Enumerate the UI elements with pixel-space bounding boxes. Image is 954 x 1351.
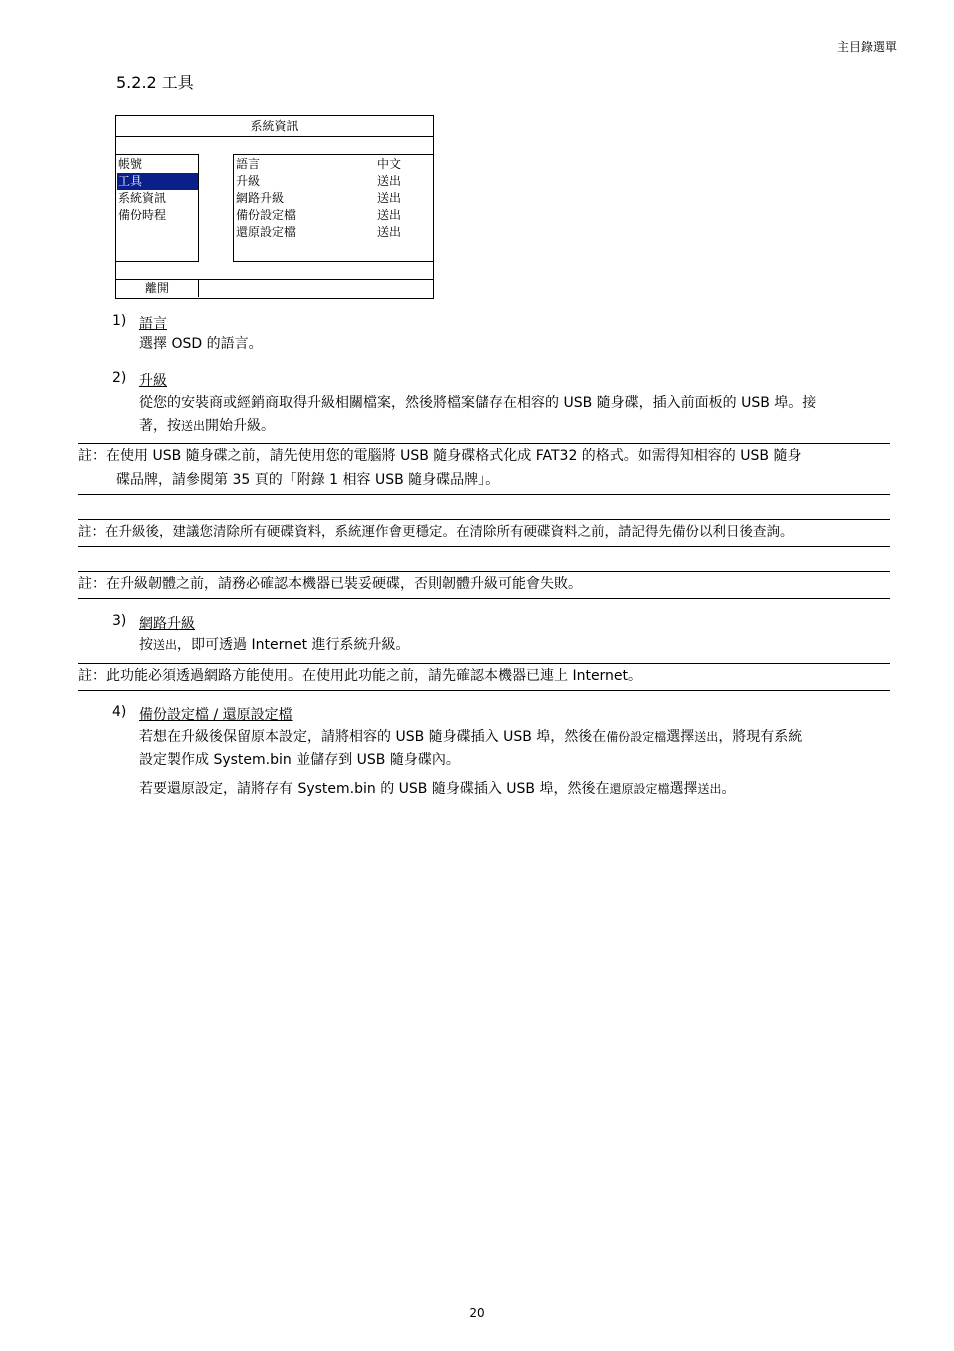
menu-row-language-value[interactable]: 中文: [377, 157, 402, 171]
note-usb-format: 註：在使用 USB 隨身碟之前，請先使用您的電腦將 USB 隨身碟格式化成 FAT32 的格式。如需得知相容的 USB 隨身 碟品牌，請參閱第 35 頁的「附錄 1 相容 USB 隨身碟品牌」。: [78, 443, 890, 495]
menu-item-tools[interactable]: 工具: [117, 173, 198, 190]
item-number: 3): [112, 613, 127, 629]
item-heading-network-upgrade: 網路升級: [139, 616, 195, 632]
menu-row-network-upgrade-label: 網路升級: [236, 191, 285, 205]
menu-row-upgrade-label: 升級: [236, 174, 261, 188]
main-menu-link[interactable]: 主目錄選單: [836, 40, 897, 54]
item-text: 若想在升級後保留原本設定，請將相容的 USB 隨身碟插入 USB 埠，然後在備份設定檔選擇送出，將現有系統: [139, 729, 803, 745]
menu-item-backup-schedule[interactable]: 備份時程: [118, 208, 167, 222]
menu-row-upgrade-value[interactable]: 送出: [377, 174, 402, 188]
item-heading-backup-restore: 備份設定檔 / 還原設定檔: [139, 707, 293, 723]
item-text: 若要還原設定，請將存有 System.bin 的 USB 隨身碟插入 USB 埠，然後在還原設定檔選擇送出。: [139, 781, 736, 797]
item-text: 著，按送出開始升級。: [139, 418, 276, 434]
exit-button[interactable]: 離開: [116, 279, 199, 297]
item-number: 4): [112, 704, 127, 720]
menu-title: 系統資訊: [116, 116, 433, 137]
section-title: 5.2.2 工具: [116, 73, 194, 92]
item-text: 設定製作成 System.bin 並儲存到 USB 隨身碟內。: [139, 752, 460, 768]
menu-row-backup-config-label: 備份設定檔: [236, 208, 297, 222]
osd-menu-figure: [115, 115, 434, 299]
menu-row-restore-config-value[interactable]: 送出: [377, 225, 402, 239]
menu-item-account[interactable]: 帳號: [118, 157, 143, 171]
item-heading-language: 語言: [139, 316, 167, 332]
item-text: 按送出，即可透過 Internet 進行系統升級。: [139, 637, 410, 653]
note-firmware-hdd: 註：在升級韌體之前，請務必確認本機器已裝妥硬碟，否則韌體升級可能會失敗。: [78, 571, 890, 599]
item-text: 從您的安裝商或經銷商取得升級相關檔案，然後將檔案儲存在相容的 USB 隨身碟，插入前面板的 USB 埠。接: [139, 395, 817, 411]
menu-row-backup-config-value[interactable]: 送出: [377, 208, 402, 222]
menu-right-panel: [233, 154, 434, 262]
menu-row-network-upgrade-value[interactable]: 送出: [377, 191, 402, 205]
note-network-required: 註：此功能必須透過網路方能使用。在使用此功能之前，請先確認本機器已連上 Internet。: [78, 663, 890, 691]
note-clear-hdd: 註：在升級後，建議您清除所有硬碟資料，系統運作會更穩定。在清除所有硬碟資料之前，請記得先備份以利日後查詢。: [78, 519, 890, 547]
menu-row-restore-config-label: 還原設定檔: [236, 225, 297, 239]
menu-item-system-info[interactable]: 系統資訊: [118, 191, 167, 205]
menu-left-panel: [116, 154, 199, 262]
item-text: 選擇 OSD 的語言。: [139, 336, 263, 352]
item-number: 2): [112, 370, 127, 386]
item-number: 1): [112, 313, 127, 329]
page-number: 20: [469, 1306, 485, 1320]
menu-row-language-label: 語言: [236, 157, 261, 171]
item-heading-upgrade: 升級: [139, 373, 167, 389]
